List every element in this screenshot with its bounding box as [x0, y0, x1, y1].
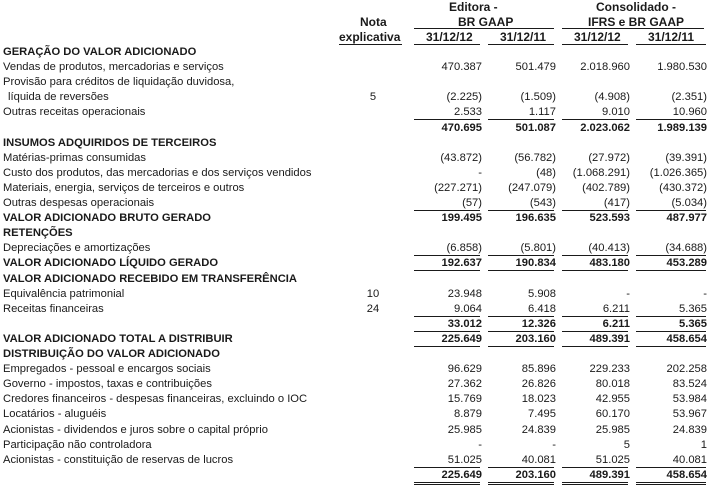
row-note: 24 — [366, 302, 380, 315]
table-row — [0, 90, 712, 105]
row-label: Vendas de produtos, mercadorias e serviços — [3, 61, 224, 74]
table-row — [0, 377, 712, 392]
table-row — [0, 211, 712, 226]
value-editora-2012: 192.637 — [441, 257, 482, 270]
value-editora-2012: 23.948 — [447, 287, 482, 300]
value-consolidado-2011: 10.960 — [672, 106, 707, 119]
col-header-editora-2012: 31/12/12 — [426, 30, 473, 44]
value-editora-2011: 5.908 — [528, 287, 556, 300]
value-consolidado-2012: (402.789) — [582, 181, 630, 194]
value-editora-2012: 51.025 — [447, 453, 482, 466]
table-row — [0, 317, 712, 332]
value-editora-2011: 85.896 — [521, 363, 556, 376]
table-row — [0, 347, 712, 362]
row-label: DISTRIBUIÇÃO DO VALOR ADICIONADO — [3, 348, 220, 360]
value-consolidado-2011: 458.654 — [666, 468, 707, 481]
double-underline-consolidado-2011 — [636, 482, 706, 485]
row-label: Matérias-primas consumidas — [3, 151, 146, 164]
row-label: Provisão para créditos de liquidação duvidosa, — [3, 76, 235, 89]
value-consolidado-2011: 24.839 — [672, 423, 707, 436]
row-label: INSUMOS ADQUIRIDOS DE TERCEIROS — [3, 136, 217, 149]
value-consolidado-2012: (40.413) — [588, 242, 630, 255]
value-editora-2011: (1.509) — [520, 91, 556, 104]
value-editora-2012: 25.985 — [447, 423, 482, 436]
value-consolidado-2012: 489.391 — [589, 468, 630, 481]
row-label: Locatários - aluguéis — [3, 408, 107, 421]
value-editora-2012: 225.649 — [441, 332, 482, 345]
value-editora-2011: (543) — [529, 197, 556, 209]
value-editora-2012: 96.629 — [447, 363, 482, 376]
value-editora-2011: (56.782) — [514, 151, 556, 164]
value-editora-2011: 18.023 — [521, 393, 556, 406]
explicativa-header: explicativa — [339, 30, 401, 44]
table-row — [0, 423, 712, 438]
table-row — [0, 75, 712, 90]
col-header-consolidado-2011: 31/12/11 — [648, 30, 695, 44]
value-editora-2012: 199.495 — [441, 212, 482, 225]
value-consolidado-2012: 489.391 — [589, 332, 630, 345]
value-consolidado-2012: 523.593 — [589, 212, 630, 225]
table-row — [0, 272, 712, 287]
value-consolidado-2011: (5.034) — [671, 197, 707, 209]
consolidado-subtitle: IFRS e BR GAAP — [588, 15, 685, 29]
value-consolidado-2011: 83.524 — [672, 378, 707, 391]
value-consolidado-2012: (27.972) — [588, 151, 630, 164]
value-consolidado-2012: 80.018 — [595, 378, 630, 391]
value-consolidado-2011: (2.351) — [671, 91, 707, 104]
table-row — [0, 181, 712, 196]
row-label: Governo - impostos, taxas e contribuições — [3, 378, 212, 391]
value-consolidado-2012: - — [626, 287, 630, 300]
value-consolidado-2011: 1.980.530 — [657, 61, 707, 74]
row-label: Receitas financeiras — [3, 302, 104, 315]
double-underline-editora-2011 — [488, 482, 554, 485]
value-editora-2011: 501.479 — [515, 61, 556, 74]
value-editora-2011: - — [552, 438, 556, 451]
row-label: Credores financeiros - despesas financeiras, excluindo o IOC — [3, 393, 308, 406]
row-label: Outras receitas operacionais — [3, 106, 146, 119]
value-editora-2011: 26.826 — [521, 378, 556, 391]
value-consolidado-2012: 5 — [623, 438, 630, 451]
value-consolidado-2011: - — [703, 287, 707, 300]
value-consolidado-2011: 1 — [700, 438, 707, 451]
row-label: Depreciações e amortizações — [3, 242, 151, 255]
value-consolidado-2012: 2.023.062 — [580, 121, 630, 134]
value-consolidado-2011: 487.977 — [666, 212, 707, 225]
row-label: GERAÇÃO DO VALOR ADICIONADO — [3, 46, 197, 58]
value-editora-2012: - — [478, 166, 482, 179]
value-editora-2011: 190.834 — [515, 257, 556, 270]
row-label: Participação não controladora — [3, 438, 152, 451]
value-editora-2011: 1.117 — [528, 106, 556, 119]
value-consolidado-2012: (4.908) — [594, 91, 630, 104]
value-consolidado-2011: 53.984 — [672, 393, 707, 406]
table-row — [0, 196, 712, 211]
value-editora-2012: (43.872) — [440, 151, 482, 164]
value-editora-2012: (57) — [462, 197, 482, 209]
value-editora-2012: 470.695 — [441, 121, 482, 134]
row-label: VALOR ADICIONADO RECEBIDO EM TRANSFERÊNCIA — [3, 272, 297, 285]
value-editora-2012: 470.387 — [441, 61, 482, 74]
table-row — [0, 438, 712, 453]
value-consolidado-2011: 453.289 — [666, 257, 707, 270]
table-row — [0, 105, 712, 120]
value-consolidado-2012: 51.025 — [595, 453, 630, 466]
consolidado-title: Consolidado - — [596, 0, 676, 14]
table-row — [0, 166, 712, 181]
row-label: Acionistas - constituição de reservas de lucros — [3, 453, 234, 466]
value-consolidado-2012: 483.180 — [589, 257, 630, 270]
value-consolidado-2012: (417) — [603, 197, 630, 209]
value-consolidado-2011: (1.026.365) — [649, 166, 707, 179]
value-editora-2011: 196.635 — [515, 212, 556, 225]
value-consolidado-2011: 458.654 — [666, 332, 707, 345]
value-editora-2011: 7.495 — [528, 408, 556, 421]
value-editora-2012: 2.533 — [454, 106, 482, 119]
row-label: Acionistas - dividendos e juros sobre o capital próprio — [3, 423, 268, 436]
col-header-consolidado-2012: 31/12/12 — [574, 30, 621, 44]
value-editora-2012: 8.879 — [454, 408, 482, 421]
value-editora-2011: 6.418 — [528, 302, 556, 315]
table-row — [0, 392, 712, 407]
value-consolidado-2012: 25.985 — [595, 423, 630, 436]
value-consolidado-2011: 53.967 — [672, 408, 707, 421]
row-label: Empregados - pessoal e encargos sociais — [3, 363, 211, 376]
value-editora-2012: - — [478, 438, 482, 451]
row-label: Materiais, energia, serviços de terceiros e outros — [3, 181, 245, 194]
value-consolidado-2012: 6.211 — [602, 302, 630, 315]
double-underline-editora-2012 — [414, 482, 480, 485]
value-editora-2012: 27.362 — [447, 378, 482, 391]
value-editora-2011: 24.839 — [521, 423, 556, 436]
double-underline-consolidado-2012 — [562, 482, 628, 485]
value-consolidado-2012: 9.010 — [602, 106, 630, 119]
table-row — [0, 136, 712, 151]
table-row — [0, 121, 712, 136]
value-consolidado-2011: 202.258 — [666, 363, 707, 376]
row-note: 5 — [369, 91, 377, 104]
row-label: RETENÇÕES — [3, 227, 73, 240]
row-label: VALOR ADICIONADO TOTAL A DISTRIBUIR — [3, 332, 233, 345]
table-row — [0, 407, 712, 422]
value-consolidado-2011: 5.365 — [679, 317, 707, 330]
row-label: líquida de reversões — [8, 91, 109, 104]
value-consolidado-2011: 1.989.139 — [657, 121, 707, 134]
value-editora-2011: 203.160 — [515, 332, 556, 345]
value-editora-2011: (5.801) — [520, 242, 556, 255]
value-consolidado-2012: 60.170 — [595, 408, 630, 421]
table-row — [0, 151, 712, 166]
nota-header: Nota — [360, 15, 387, 29]
value-consolidado-2011: (34.688) — [665, 242, 707, 255]
table-row — [0, 60, 712, 75]
row-label: Custo dos produtos, das mercadorias e dos serviços vendidos — [3, 166, 312, 179]
table-row — [0, 45, 712, 60]
col-header-editora-2011: 31/12/11 — [500, 30, 547, 44]
value-editora-2011: 501.087 — [515, 121, 556, 134]
table-row — [0, 287, 712, 302]
value-consolidado-2012: 42.955 — [595, 393, 630, 406]
value-editora-2012: 33.012 — [447, 317, 482, 330]
value-consolidado-2012: (1.068.291) — [572, 166, 630, 179]
value-editora-2011: 12.326 — [521, 317, 556, 330]
table-row — [0, 302, 712, 317]
value-consolidado-2012: 229.233 — [589, 363, 630, 376]
table-row — [0, 256, 712, 271]
value-editora-2012: (227.271) — [434, 181, 482, 194]
editora-group-underline — [414, 28, 554, 29]
row-label: Outras despesas operacionais — [3, 197, 155, 209]
editora-subtitle: BR GAAP — [458, 15, 514, 29]
value-editora-2012: 225.649 — [441, 468, 482, 481]
row-label: VALOR ADICIONADO BRUTO GERADO — [3, 212, 212, 225]
value-consolidado-2011: (430.372) — [659, 181, 707, 194]
value-editora-2012: 15.769 — [447, 393, 482, 406]
value-editora-2012: (2.225) — [446, 91, 482, 104]
value-consolidado-2011: 40.081 — [672, 453, 707, 466]
value-consolidado-2012: 6.211 — [602, 317, 630, 330]
value-editora-2012: 9.064 — [454, 302, 482, 315]
consolidado-group-underline — [562, 28, 704, 29]
value-editora-2011: (247.079) — [508, 181, 556, 194]
table-row — [0, 226, 712, 241]
value-editora-2011: 40.081 — [521, 453, 556, 466]
row-label: VALOR ADICIONADO LÍQUIDO GERADO — [3, 257, 219, 270]
row-note: 10 — [366, 287, 380, 300]
table-row — [0, 453, 712, 468]
table-row — [0, 241, 712, 256]
editora-title: Editora - — [449, 0, 498, 14]
value-editora-2012: (6.858) — [446, 242, 482, 255]
value-editora-2011: 203.160 — [515, 468, 556, 481]
value-consolidado-2011: (39.391) — [665, 151, 707, 164]
value-consolidado-2011: 5.365 — [679, 302, 707, 315]
value-editora-2011: (48) — [536, 166, 556, 179]
table-row — [0, 332, 712, 347]
row-label: Equivalência patrimonial — [3, 287, 125, 300]
table-row — [0, 362, 712, 377]
table-row — [0, 468, 712, 483]
value-consolidado-2012: 2.018.960 — [580, 61, 630, 74]
